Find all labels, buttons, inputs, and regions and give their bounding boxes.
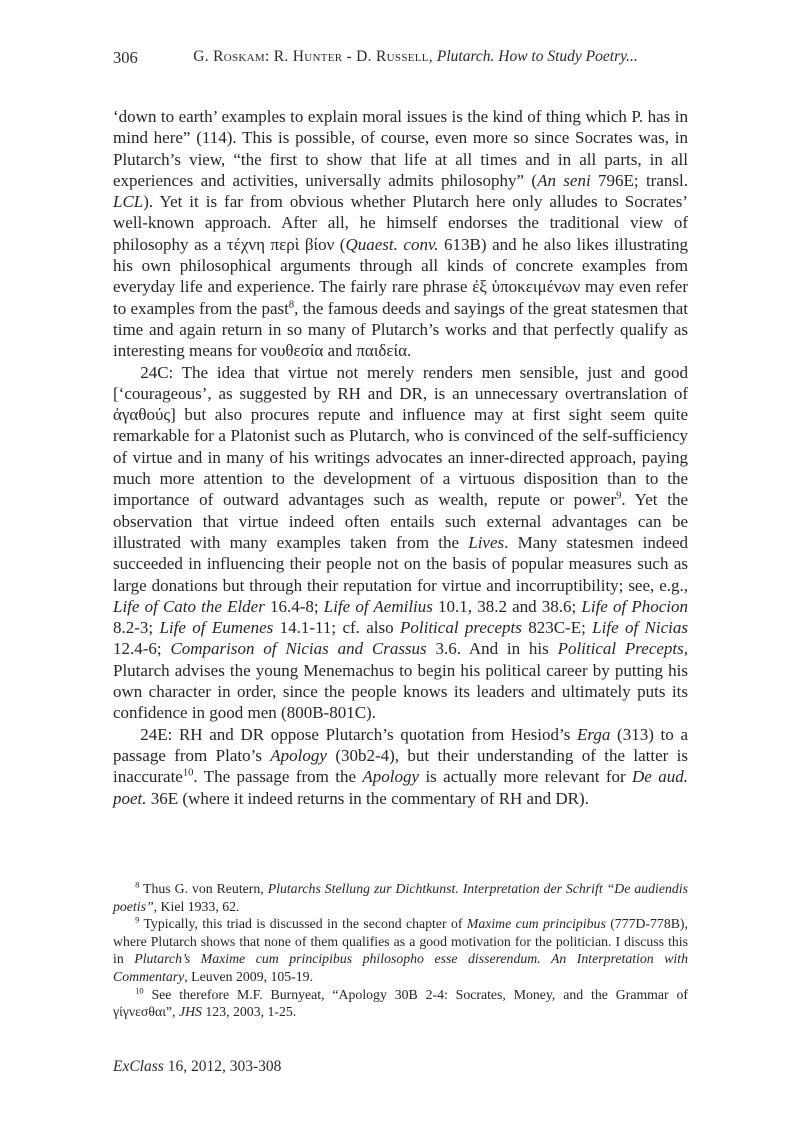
text-run: Apology	[362, 767, 420, 787]
footnote-marker: 8	[288, 299, 295, 311]
text-run: Lives	[468, 532, 505, 552]
text-run: Plutarchs Stellung zur Dichtkunst. Interpretation der Schrift “De audiendis poetis”	[113, 881, 688, 914]
page-footer	[113, 1058, 281, 1076]
paragraph	[113, 724, 688, 809]
footnotes	[113, 880, 688, 1021]
text-run: 123, 2003, 1-25.	[201, 1004, 297, 1020]
text-run: Apology	[270, 745, 327, 765]
running-head-authors: G. Roskam: R. Hunter - D. Russell,	[193, 48, 433, 65]
text-run: ‘down to earth’ examples to explain moral issues is the kind of thing which P. has in mind here” (114). This is possible, of course, even more so since Socrates was, in Plutarch’s view, “the first to show that life at all times and in all parts, in all experiences and activities, universally admits philosophy” (	[113, 107, 688, 190]
footnote	[113, 986, 688, 1021]
text-run: (777D-778B), where Plutarch shows that none of them qualifies as a good motivation for the politician. I discuss this in	[113, 916, 688, 967]
text-run: Life of Nicias	[592, 618, 688, 638]
running-head-title: Plutarch. How to Study Poetry...	[432, 48, 638, 65]
text-run: Erga	[577, 724, 611, 744]
page-number: 306	[113, 48, 138, 67]
text-run: 24C: The idea that virtue not merely renders men sensible, just and good [‘courageous’, as suggested by RH and DR, is an unnecessary overtranslation of ἀγαθούς] but also procures repute and influence may at first sight seem quite remarkable for a Platonist such as Plutarch, who is convinced of the self-sufficiency of virtue and in many of his writings advocates an inner-directed approach, paying much more attention to the development of a virtuous disposition than to the importance of outward advantages such as wealth, repute or power	[113, 362, 688, 510]
text-run: 24E: RH and DR oppose Plutarch’s quotation from Hesiod’s	[140, 724, 578, 744]
text-run: Typically, this triad is discussed in the second chapter of	[139, 916, 467, 932]
body-text	[113, 106, 688, 809]
text-run: 3.6. And in his	[426, 639, 558, 659]
text-run: Life of Cato the Elder	[113, 596, 265, 616]
paragraph	[113, 106, 688, 362]
text-run: Thus G. von Reutern,	[139, 881, 268, 896]
footnote-marker: 10	[135, 984, 144, 995]
text-run: , Leuven 2009, 105-19.	[184, 968, 314, 984]
text-run: is actually more relevant for	[419, 767, 633, 787]
text-run: JHS	[178, 1004, 202, 1020]
text-run: , Kiel 1933, 62.	[153, 898, 240, 914]
text-run: 16.4-8;	[264, 596, 324, 616]
text-run: Life of Aemilius	[323, 596, 433, 616]
text-run: 8.2-3;	[113, 618, 160, 638]
text-run: . Many statesmen indeed succeeded in influencing their people not on the basis of popular measures such as large donations but through their reputation for virtue and incorruptibility; see, e.g.,	[113, 532, 688, 595]
text-run: An seni	[537, 170, 591, 190]
footer-citation: 16, 2012, 303-308	[163, 1058, 282, 1075]
text-run: ). Yet it is far from obvious whether Plutarch here only alludes to Socrates’ well-known approach. After all, he himself endorses the traditional view of philosophy as a τέχνη περὶ βίον (	[113, 192, 688, 254]
running-head-text	[113, 48, 688, 66]
text-run: 796E; transl.	[590, 170, 688, 190]
text-run: Life of Phocion	[581, 596, 688, 616]
running-head	[113, 48, 688, 68]
text-run: 10.1, 38.2 and 38.6;	[432, 596, 582, 616]
text-run: 36E (where it indeed returns in the commentary of RH and DR).	[146, 788, 589, 808]
text-run: 613B) and he also likes illustrating his own philosophical arguments through all kinds of concrete examples from everyday life and experience. The fairly rare phrase ἐξ ὑποκειμένων may even refer to examples from the past	[113, 234, 688, 318]
footnote-marker: 8	[135, 879, 140, 890]
footnote-marker: 9	[135, 914, 140, 925]
text-run: , the famous deeds and sayings of the great statesmen that time and again return in so many of Plutarch’s works and that perfectly qualify as interesting means for νουθεσία and παιδεία.	[113, 298, 689, 361]
text-run: De aud. poet.	[113, 767, 688, 808]
text-run: Quaest. conv.	[345, 234, 439, 254]
text-run: LCL	[113, 192, 144, 212]
text-run: Comparison of Nicias and Crassus	[170, 639, 427, 659]
paragraph	[113, 362, 688, 724]
footnote	[113, 915, 688, 985]
text-run: 14.1-11; cf. also	[273, 618, 400, 638]
text-run: See therefore M.F. Burnyeat, “Apology 30B 2-4: Socrates, Money, and the Grammar of γίγνεσθαι”,	[113, 986, 688, 1020]
footnote-marker: 9	[616, 490, 622, 502]
text-run: (313) to a passage from Plato’s	[113, 724, 688, 765]
text-run: Maxime cum principibus	[466, 916, 606, 932]
text-run: , Plutarch advises the young Menemachus to begin his political career by putting his own character in order, since the people knows its leaders and ultimately puts its confidence in good men (800B-801C).	[113, 639, 688, 723]
text-run: . The passage from the	[193, 767, 363, 787]
text-run: 823C-E;	[521, 618, 593, 638]
footnote-marker: 10	[182, 767, 194, 779]
journal-name: ExClass	[113, 1058, 164, 1075]
text-run: . Yet the observation that virtue indeed often entails such external advantages can be illustrated with many examples taken from the	[113, 490, 688, 552]
text-run: Political precepts	[400, 618, 522, 638]
footnote	[113, 880, 688, 915]
text-run: 12.4-6;	[113, 639, 171, 659]
text-run: Life of Eumenes	[159, 618, 274, 638]
text-run: (30b2-4), but their understanding of the latter is inaccurate	[113, 745, 688, 787]
text-run: Plutarch’s Maxime cum principibus philosopho esse disserendum. An Interpretation with Commentary	[113, 951, 688, 984]
text-run: Political Precepts	[557, 639, 684, 659]
